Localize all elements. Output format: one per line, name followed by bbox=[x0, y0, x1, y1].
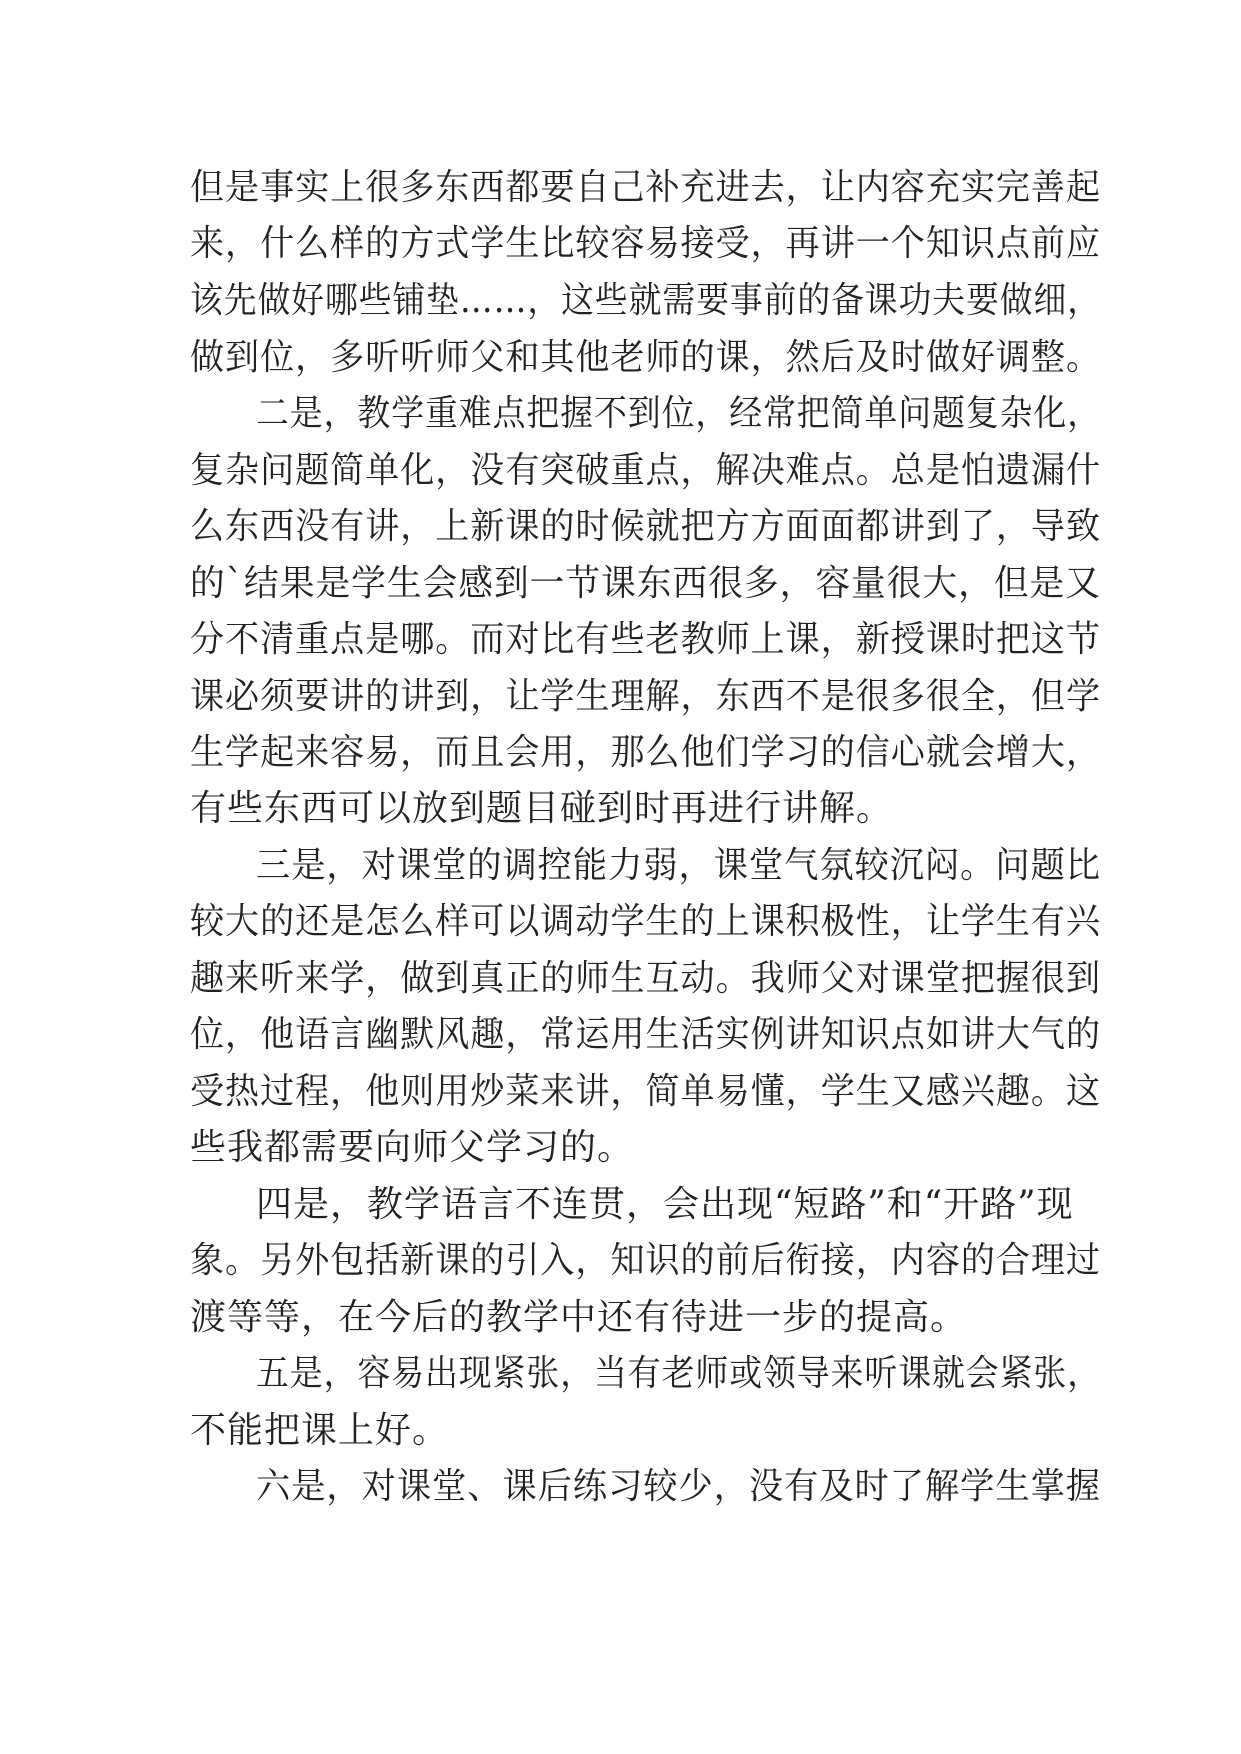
text-line: 但是事实上很多东西都要自己补充进去，让内容充实完善起 bbox=[190, 167, 1102, 208]
text-line: 么东西没有讲，上新课的时候就把方方面面都讲到了，导致 bbox=[190, 506, 1102, 547]
paragraph-start-line: 五是，容易出现紧张，当有老师或领导来听课就会紧张， bbox=[256, 1353, 1102, 1394]
text-line: 渡等等，在今后的教学中还有待进一步的提高。 bbox=[190, 1297, 968, 1338]
text-line: 复杂问题简单化，没有突破重点，解决难点。总是怕遗漏什 bbox=[190, 450, 1102, 491]
text-line: 该先做好哪些铺垫……，这些就需要事前的备课功夫要做细， bbox=[190, 280, 1102, 321]
text-line: 课必须要讲的讲到，让学生理解，东西不是很多很全，但学 bbox=[190, 676, 1102, 717]
text-line: 的`结果是学生会感到一节课东西很多，容量很大，但是又 bbox=[190, 563, 1101, 604]
text-line: 受热过程，他则用炒菜来讲，简单易懂，学生又感兴趣。这 bbox=[190, 1071, 1102, 1112]
text-line: 不能把课上好。 bbox=[190, 1410, 450, 1451]
text-line: 做到位，多听听师父和其他老师的课，然后及时做好调整。 bbox=[190, 337, 1102, 378]
text-line: 分不清重点是哪。而对比有些老教师上课，新授课时把这节 bbox=[190, 619, 1102, 660]
text-line: 些我都需要向师父学习的。 bbox=[190, 1127, 635, 1168]
paragraph-start-line: 六是，对课堂、课后练习较少，没有及时了解学生掌握 bbox=[256, 1466, 1102, 1507]
text-line: 有些东西可以放到题目碰到时再进行讲解。 bbox=[190, 788, 894, 829]
text-line: 象。另外包括新课的引入，知识的前后衔接，内容的合理过 bbox=[190, 1240, 1102, 1281]
text-line: 较大的还是怎么样可以调动学生的上课积极性，让学生有兴 bbox=[190, 901, 1102, 942]
paragraph-start-line: 四是，教学语言不连贯，会出现“短路”和“开路”现 bbox=[256, 1184, 1074, 1225]
paragraph-start-line: 三是，对课堂的调控能力弱，课堂气氛较沉闷。问题比 bbox=[256, 845, 1102, 886]
text-line: 位，他语言幽默风趣，常运用生活实例讲知识点如讲大气的 bbox=[190, 1014, 1102, 1055]
text-line: 趣来听来学，做到真正的师生互动。我师父对课堂把握很到 bbox=[190, 958, 1102, 999]
text-line: 生学起来容易，而且会用，那么他们学习的信心就会增大， bbox=[190, 732, 1102, 773]
text-line: 来，什么样的方式学生比较容易接受，再讲一个知识点前应 bbox=[190, 223, 1102, 264]
paragraph-start-line: 二是，教学重难点把握不到位，经常把简单问题复杂化， bbox=[256, 393, 1102, 434]
